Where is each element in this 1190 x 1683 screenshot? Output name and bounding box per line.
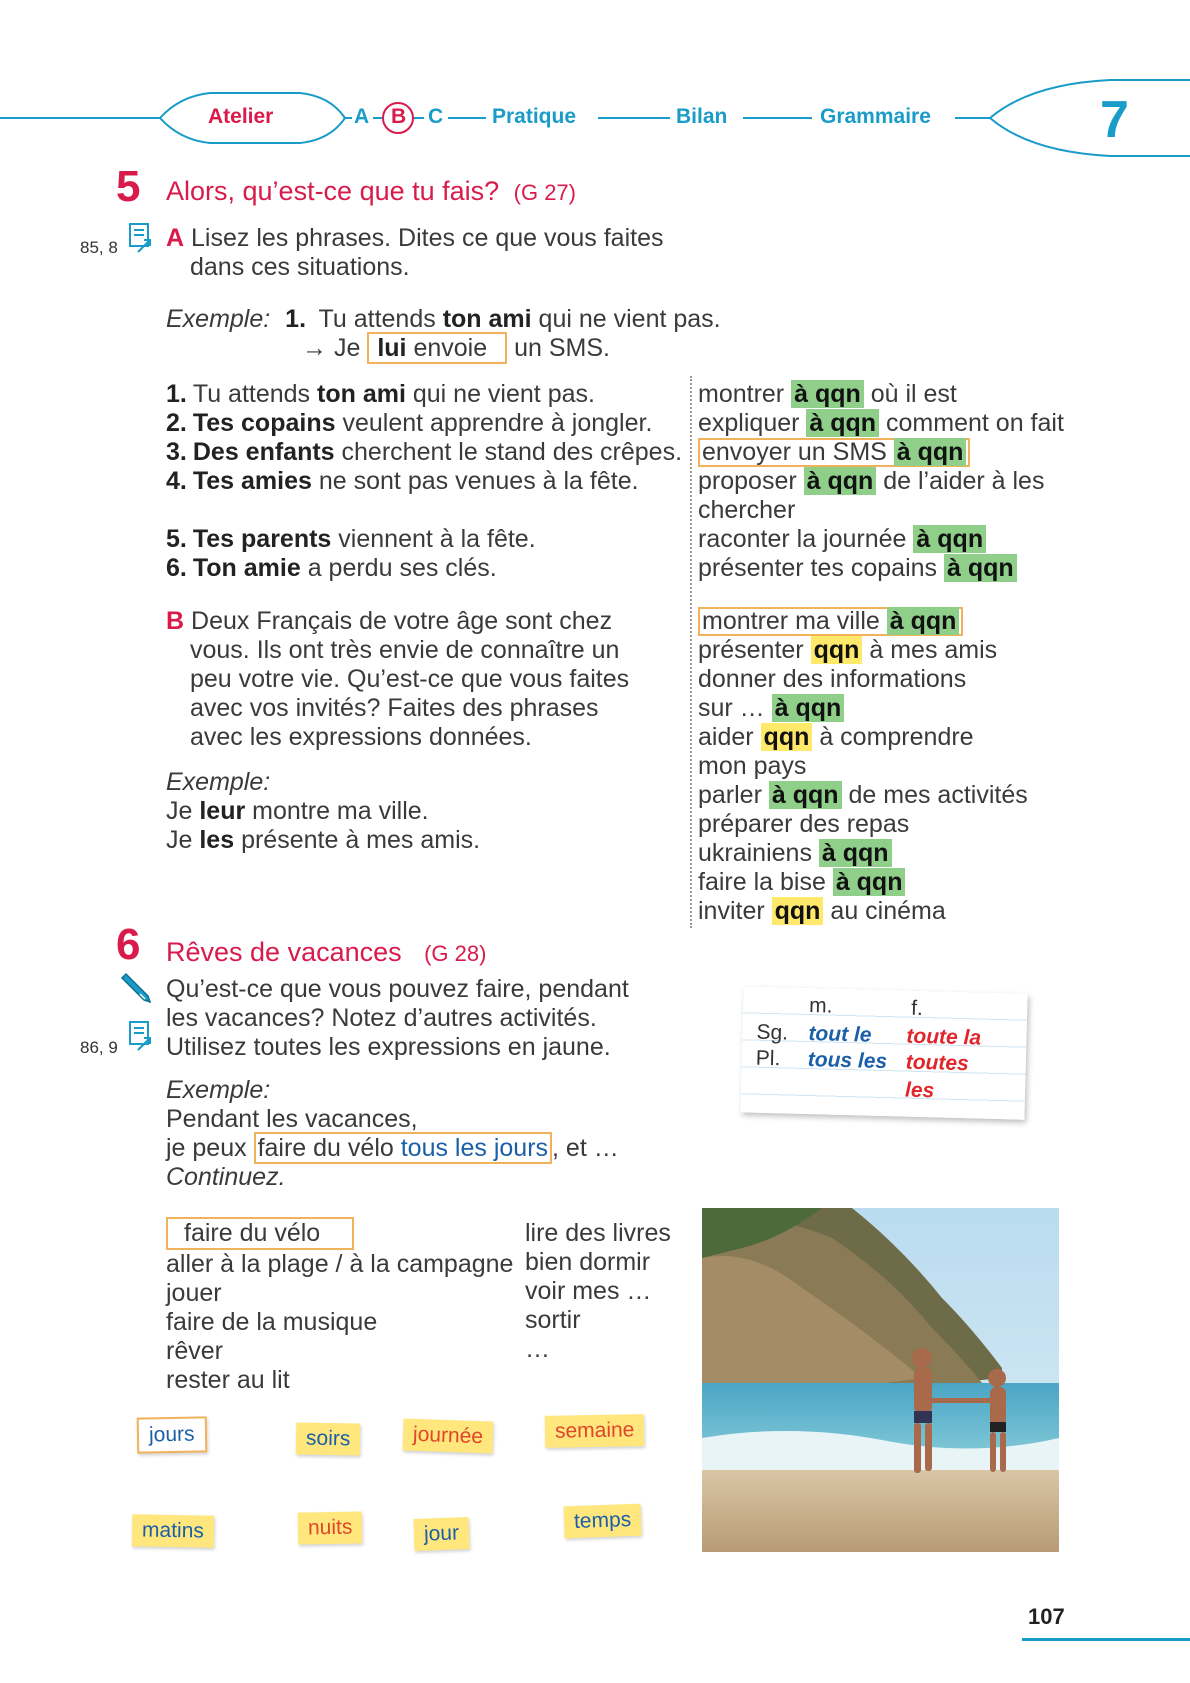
page-ref-86: 86, 9 (80, 1038, 118, 1057)
activity-item: faire de la musique (166, 1308, 378, 1336)
activity-item: … (525, 1335, 550, 1363)
expression-item: chercher (698, 496, 796, 524)
list-item: 4. Tes amies ne sont pas venues à la fête. (166, 467, 639, 495)
section-6-number: 6 (116, 920, 141, 969)
list-item: 3. Des enfants cherchent le stand des crêpes. (166, 438, 683, 466)
task-a-instruction (166, 224, 663, 282)
section-6-instruction: Qu’est-ce que vous pouvez faire, pendant les vacances? Notez d’autres activités. Utilisez toutes les expressions en jaune. (166, 975, 629, 1061)
list-item: 1. Tu attends ton ami qui ne vient pas. (166, 380, 595, 408)
section-5-title: Alors, qu’est-ce que tu fais? (166, 176, 500, 206)
grammar-card (740, 986, 1027, 1119)
page-number: 107 (1028, 1604, 1065, 1629)
grammar-sg-m: tout le (808, 1022, 872, 1047)
activity-item: lire des livres (525, 1219, 671, 1247)
section-5-grammar-ref: (G 27) (513, 180, 576, 205)
example-answer-bold: lui (377, 334, 407, 362)
expression-item: ukrainiens à qqn (698, 839, 1098, 868)
section-6-example: Exemple: Pendant les vacances, je peux faire du vélo tous les jours , et … Continuez. (166, 1076, 686, 1192)
grammar-row-pl: Pl. (755, 1046, 781, 1071)
expression-item: préparer des repas (698, 810, 910, 838)
grammar-pl-m: tous les (807, 1048, 888, 1074)
expression-item: montrer ma ville à qqn (698, 607, 1098, 636)
example-answer-post: un SMS. (514, 334, 610, 362)
column-divider (690, 376, 692, 928)
workbook-icon (128, 1020, 154, 1052)
list-item: 5. Tes parents viennent à la fête. (166, 525, 536, 553)
list-item: 2. Tes copains veulent apprendre à jongler. (166, 409, 653, 437)
example-answer-box (367, 332, 507, 364)
tag-nuits: nuits (298, 1511, 363, 1544)
activities-left (166, 1217, 516, 1395)
task-a-instr-line1: Lisez les phrases. Dites ce que vous faites (191, 224, 664, 252)
example-answer-rest: envoie (413, 334, 488, 362)
expression-item: faire la bise à qqn (698, 868, 1098, 897)
section-5-number: 5 (116, 162, 141, 211)
activity-item: sortir (525, 1306, 581, 1334)
task-a-example-answer (302, 334, 610, 363)
header-nav-graphic (0, 76, 1190, 158)
example-label: Exemple: (166, 305, 271, 333)
nav-c[interactable]: C (428, 105, 444, 128)
task-b-instruction: B Deux Français de votre âge sont chez vous. Ils ont très envie de connaître un peu votre vie. Qu’est-ce que vous faites avec vos invités? Faites des phrases avec les expressions données. (166, 607, 630, 751)
expression-item: présenter tes copains à qqn (698, 554, 1098, 583)
example-text-post: qui ne vient pas. (538, 305, 721, 333)
nav-b[interactable]: B (391, 105, 407, 128)
grammar-row-sg: Sg. (756, 1020, 789, 1045)
task-a-example (166, 305, 721, 334)
activity-item: rêver (166, 1337, 223, 1365)
example-bold: ton ami (442, 305, 532, 333)
grammar-col-f: f. (910, 996, 924, 1020)
grammar-pl-f: toutes (905, 1050, 970, 1076)
example-num: 1. (285, 305, 307, 333)
activity-item: voir mes … (525, 1277, 652, 1305)
tag-matins: matins (132, 1514, 214, 1547)
section-5-heading (166, 176, 576, 207)
activity-item: jouer (166, 1279, 222, 1307)
example-label: Exemple: (166, 768, 271, 796)
expression-item: sur … à qqn (698, 694, 1098, 723)
section-6-title: Rêves de vacances (166, 937, 402, 967)
task-b-expressions (698, 607, 1098, 926)
task-b-example: Exemple: Je leur montre ma ville. Je les présente à mes amis. (166, 768, 481, 854)
expression-item: envoyer un SMS à qqn (698, 438, 1098, 467)
tag-soirs: soirs (296, 1422, 361, 1455)
activity-item: bien dormir (525, 1248, 651, 1276)
expression-item: montrer à qqn où il est (698, 380, 957, 408)
tag-jour: jour (413, 1517, 469, 1551)
grammar-col-m: m. (808, 994, 833, 1018)
tag-temps: temps (563, 1504, 641, 1539)
expression-item: présenter qqn à mes amis (698, 636, 998, 664)
task-b-letter: B (166, 607, 185, 635)
nav-bilan[interactable]: Bilan (676, 105, 728, 128)
grammar-sg-f: toute la (906, 1024, 982, 1050)
activities-right (525, 1219, 695, 1364)
activity-item: faire du vélo (166, 1217, 516, 1250)
expression-item: expliquer à qqn comment on fait (698, 409, 1064, 437)
example-label: Exemple: (166, 1076, 271, 1104)
example-text: Tu attends (318, 305, 436, 333)
nav-pratique[interactable]: Pratique (492, 105, 577, 128)
section-6-grammar-ref: (G 28) (424, 941, 487, 966)
list-item: 6. Ton amie a perdu ses clés. (166, 554, 497, 582)
expression-item: raconter la journée à qqn (698, 525, 1098, 554)
tag-semaine: semaine (545, 1414, 645, 1448)
expression-item: inviter qqn au cinéma (698, 897, 946, 925)
activity-item: rester au lit (166, 1366, 290, 1394)
page-ref-85: 85, 8 (80, 238, 118, 257)
expression-item: parler à qqn de mes activités (698, 781, 1028, 809)
nav-a[interactable]: A (354, 105, 370, 128)
grammar-pl-f-2: les (904, 1078, 935, 1103)
unit-number: 7 (1100, 91, 1129, 149)
tag-jours: jours (137, 1416, 207, 1453)
expression-item: donner des informations (698, 665, 967, 693)
expression-item: aider qqn à comprendre (698, 723, 974, 751)
task-a-instr-line2: dans ces situations. (190, 253, 410, 281)
expression-item: mon pays (698, 752, 807, 780)
activity-item: aller à la plage / à la campagne (166, 1250, 514, 1278)
nav-grammaire[interactable]: Grammaire (820, 105, 931, 128)
beach-photo (702, 1208, 1059, 1552)
expression-item: proposer à qqn de l’aider à les (698, 467, 1045, 495)
page-number-rule (1022, 1638, 1190, 1641)
pencil-icon (118, 972, 154, 1006)
nav-atelier[interactable]: Atelier (208, 105, 274, 128)
tag-journee: journée (402, 1418, 493, 1453)
example-answer-pre: → Je (302, 334, 361, 362)
section-6-heading (166, 937, 486, 968)
task-a-list (166, 380, 686, 583)
task-a-letter: A (166, 224, 185, 252)
task-a-expressions (698, 380, 1098, 583)
workbook-icon (128, 222, 154, 254)
